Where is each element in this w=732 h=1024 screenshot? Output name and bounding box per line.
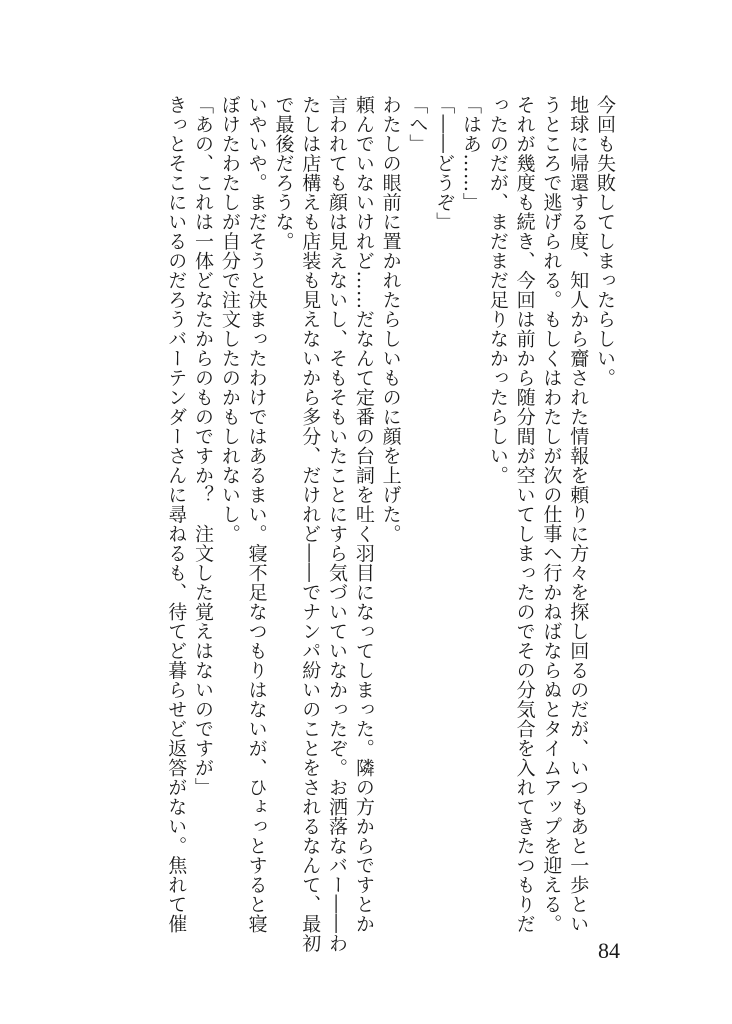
text-line: それが幾度も続き、今回は前から随分間が空いてしまったのでその分気合を入れてきたつもりだ [513,95,536,934]
text-line: 今回も失敗してしまったらしい。 [594,95,616,388]
text-line: 「あの、これは一体どなたからのものですか？ 注文した覚えはないのですが」 [192,95,215,797]
text-line: 「――どうぞ」 [433,95,456,232]
text-line: うところで逃げられる。もしくはわたしが次の仕事へ行かねばならぬとタイムアップを迎える。 [540,95,563,934]
text-line: 地球に帰還する度、知人から齎された情報を頼りに方々を探し回るのだが、いつもあと一歩とい [567,95,590,934]
text-line: いやいや。まだそうと決まったわけではあるまい。寝不足なつもりはないが、ひょっとすると寝 [245,95,268,934]
text-line: で最後だろうな。 [272,95,295,251]
text-line: 「はあ……」 [460,95,483,212]
text-line: 「へ」 [406,95,429,154]
text-line: 頼んでいないけれど……だなんて定番の台詞を吐く羽目になってしまった。隣の方からですとか [352,95,375,934]
text-line: わたしの眼前に置かれたらしいものに顔を上げた。 [379,95,402,544]
text-line: 言われても顔は見えないし、そもそもいたことにすら気づいていなかったぞ。お洒落なバー――わ [326,95,349,953]
text-line: きっとそこにいるのだろうバーテンダーさんに尋ねるも、待てど暮らせど返答がない。焦れて催 [165,95,188,934]
text-line: ぼけたわたしが自分で注文したのかもしれないし。 [218,95,241,544]
text-line: ったのだが、まだまだ足りなかったらしい。 [486,95,509,485]
text-line: たしは店構えも店装も見えないから多分、だけれど――でナンパ紛いのことをされるなんて、最初 [299,95,322,953]
page-number: 84 [598,938,620,963]
